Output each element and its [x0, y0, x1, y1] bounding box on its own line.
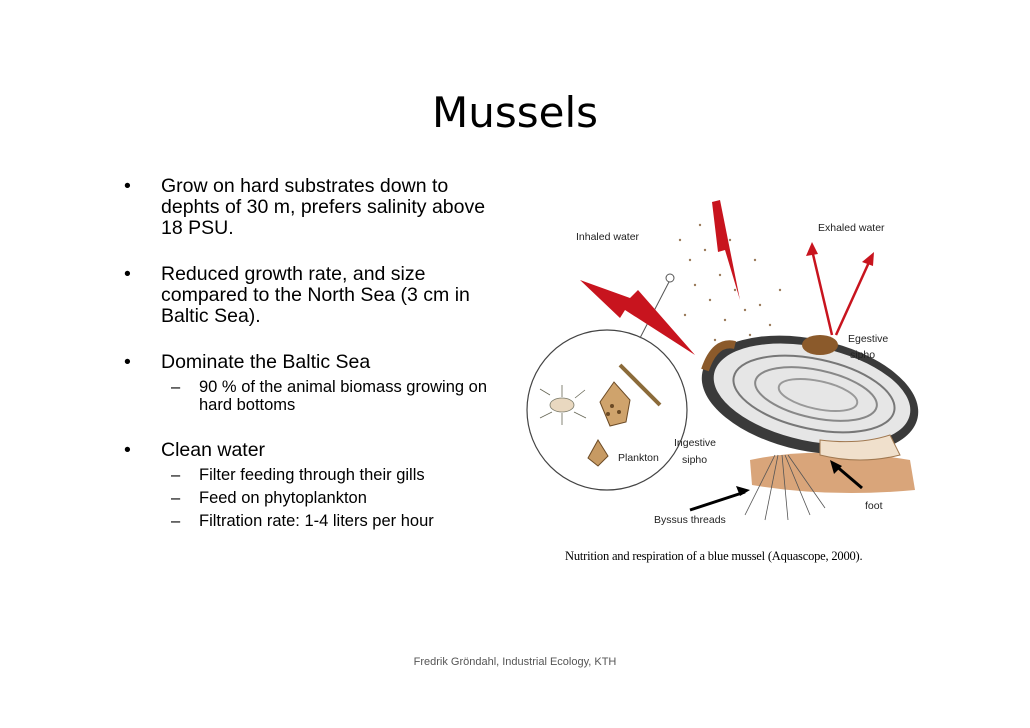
- byssus-pointer-arrow-icon: [690, 492, 745, 510]
- slide-footer: Fredrik Gröndahl, Industrial Ecology, KTH: [413, 656, 617, 668]
- figure-caption: Nutrition and respiration of a blue mussel (Aquascope, 2000).: [565, 549, 863, 563]
- bullet-item: [118, 352, 508, 414]
- sub-bullet-dash: –: [171, 512, 181, 530]
- bullet-text: Grow on hard substrates down to dephts of 30 m, prefers salinity above 18 PSU.: [161, 175, 486, 239]
- label-byssus-threads: Byssus threads: [654, 514, 726, 526]
- sub-bullet-item: [118, 466, 508, 484]
- bullet-list: [118, 176, 508, 555]
- label-ingestive: Ingestive: [674, 437, 717, 449]
- sub-bullet-item: [118, 378, 508, 414]
- sub-bullet-dash: –: [171, 489, 181, 507]
- bullet-item: [118, 440, 508, 530]
- slide-title: Mussels: [431, 88, 598, 137]
- exhale-arrow-icon: [836, 260, 870, 335]
- inhale-arrow-icon: [712, 200, 740, 300]
- sub-bullet-dash: –: [171, 466, 181, 484]
- label-ingestive-sipho: sipho: [682, 454, 708, 466]
- label-inhaled-water: Inhaled water: [576, 231, 640, 243]
- label-egestive-sipho: sipho: [850, 349, 876, 361]
- sub-bullet-text: Filtration rate: 1-4 liters per hour: [199, 512, 434, 530]
- bullet-item: [118, 264, 508, 327]
- sub-bullet-text: 90 % of the animal biomass growing on hard bottoms: [199, 378, 487, 414]
- pointer-dot: [666, 274, 674, 282]
- sub-bullet-item: [118, 489, 508, 507]
- sub-bullet-text: Filter feeding through their gills: [199, 466, 425, 484]
- sub-bullet-dash: –: [171, 378, 181, 396]
- bullet-text: Clean water: [161, 439, 266, 461]
- water-particles: [679, 224, 781, 341]
- label-egestive: Egestive: [848, 333, 889, 345]
- bullet-dot: •: [124, 263, 131, 285]
- bullet-dot: •: [124, 175, 131, 197]
- mussel-diagram: [520, 180, 920, 560]
- label-plankton: Plankton: [618, 452, 659, 464]
- sub-bullet-item: [118, 512, 508, 530]
- exhale-arrow-icon: [812, 250, 832, 335]
- bullet-dot: •: [124, 439, 131, 461]
- bullet-text: Reduced growth rate, and size compared to the North Sea (3 cm in Baltic Sea).: [161, 263, 470, 327]
- label-foot: foot: [865, 500, 883, 512]
- bullet-text: Dominate the Baltic Sea: [161, 351, 371, 373]
- bullet-item: [118, 176, 508, 239]
- label-exhaled-water: Exhaled water: [818, 222, 885, 234]
- bullet-dot: •: [124, 351, 131, 373]
- sub-bullet-text: Feed on phytoplankton: [199, 489, 367, 507]
